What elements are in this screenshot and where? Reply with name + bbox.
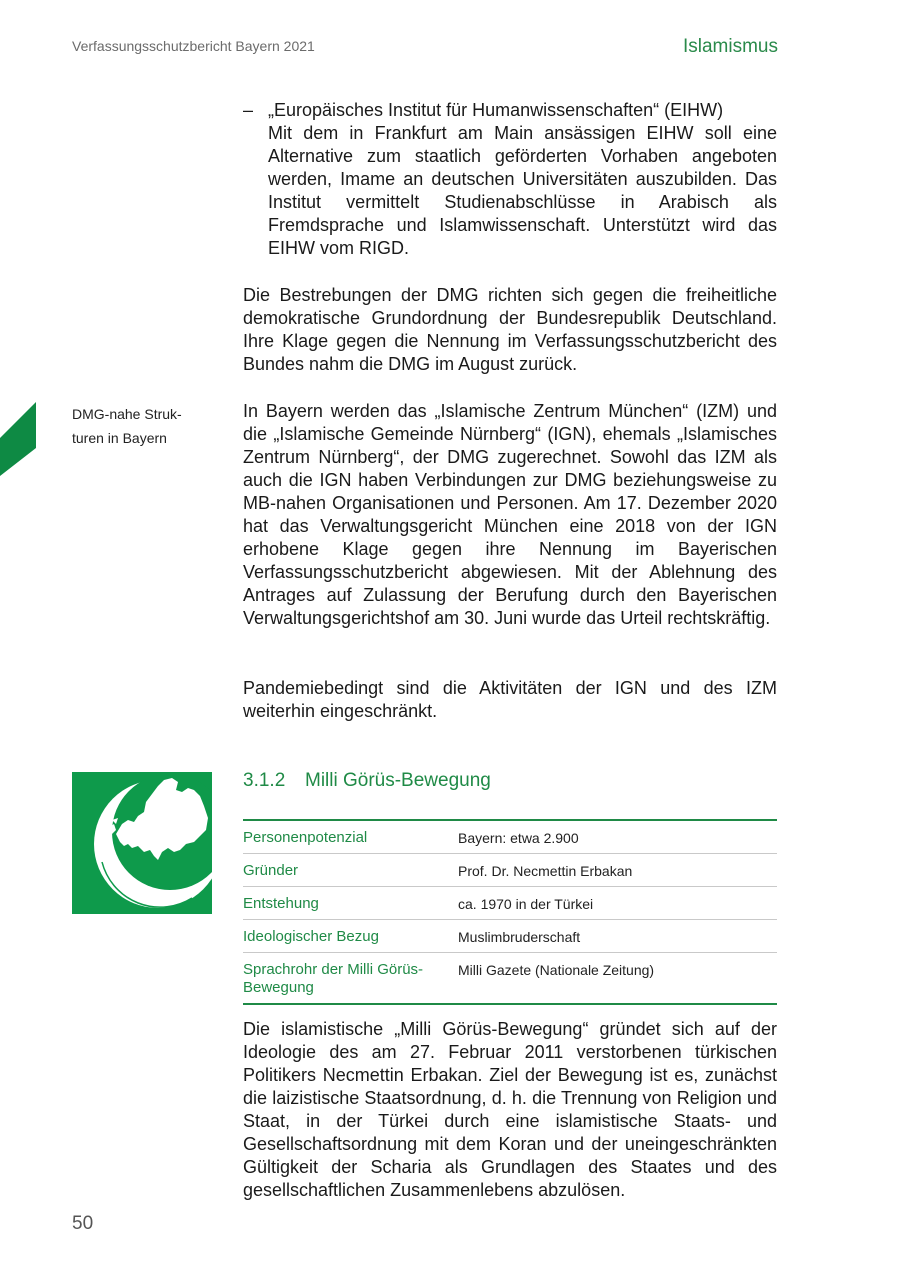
section-title: Milli Görüs-Bewegung <box>305 770 491 791</box>
paragraph-1-container <box>243 284 777 376</box>
paragraph-bayern-strukturen: In Bayern werden das „Islamische Zentrum München“ (IZM) und die „Islamische Gemeinde Nürnberg“ (IGN), ehemals „Islamisches Zentrum Nürnberg“, der DMG zugerechnet. Sowohl das IZM als auch die IGN haben Verbindungen zur DMG beziehungsweise zu MB-nahen Organisationen und Personen. Am 17. Dezember 2020 hat das Verwaltungsgericht München eine 2018 von der IGN erhobene Klage gegen ihre Nennung im Bayerischen Verfassungsschutzbericht abgewiesen. Mit der Ablehnung des Antrages auf Zulassung der Berufung durch den Bayerischen Verwaltungsgerichtshof am 30. Juni wurde das Urteil rechtskräftig. <box>243 401 777 628</box>
margin-note-line-2: turen in Bayern <box>72 430 167 446</box>
fact-value: Milli Gazete (Nationale Zeitung) <box>458 962 655 978</box>
paragraph-pandemie: Pandemiebedingt sind die Aktivitäten der IGN und des IZM weiterhin eingeschränkt. <box>243 678 777 721</box>
table-row <box>243 854 777 887</box>
margin-note-line-1: DMG-nahe Struk- <box>72 406 182 422</box>
bullet-title: „Europäisches Institut für Humanwissenschaften“ (EIHW) <box>268 100 724 120</box>
fact-label: Sprachrohr der Milli Görüs-Bewegung <box>243 961 424 996</box>
paragraph-4-container <box>243 1018 777 1202</box>
paragraph-milli-goerues: Die islamistische „Milli Görüs-Bewegung“ gründet sich auf der Ideologie des am 27. Februar 2011 verstorbenen türkischen Politikers Necmettin Erbakan. Ziel der Bewegung ist es, zunächst die laizistische Staatsordnung, d. h. die Trennung von Religion und Staat, in der Türkei durch eine islamistische Staats- und Gesellschaftsordnung mit dem Koran und der uneingeschränkten Gültigkeit der Scharia als Grundlagen des Staates und des gesellschaftlichen Zusammenlebens abzulösen. <box>243 1019 777 1200</box>
fact-value: Prof. Dr. Necmettin Erbakan <box>458 863 633 879</box>
bullet-body <box>268 99 777 260</box>
fact-value: Muslimbruderschaft <box>458 929 581 945</box>
table-row <box>243 887 777 920</box>
section-number: 3.1.2 <box>243 770 286 791</box>
paragraph-2-container <box>243 400 777 630</box>
fact-table <box>243 819 777 1005</box>
page-number: 50 <box>72 1213 94 1234</box>
table-row <box>243 821 777 854</box>
fact-value: ca. 1970 in der Türkei <box>458 896 594 912</box>
table-row <box>243 920 777 953</box>
fact-label: Ideologischer Bezug <box>243 928 379 945</box>
running-header-chapter: Islamismus <box>682 36 778 57</box>
margin-note <box>72 402 212 450</box>
fact-label: Gründer <box>243 862 299 879</box>
fact-value: Bayern: etwa 2.900 <box>458 830 579 846</box>
table-row <box>243 953 777 1003</box>
crescent-europe-logo-icon <box>72 772 212 914</box>
paragraph-3-container <box>243 677 777 723</box>
bullet-text: Mit dem in Frankfurt am Main ansässigen EIHW soll eine Alternative zum staatlich geförderten Vorhaben angeboten werden, Imame an deutschen Universitäten auszubilden. Das Institut vermittelt Studienabschlüsse in Arabisch als Fremdsprache und Islamwissenschaft. Unterstützt wird das EIHW vom RIGD. <box>268 123 777 258</box>
fact-label: Entstehung <box>243 895 319 912</box>
running-header-publication: Verfassungsschutzbericht Bayern 2021 <box>72 38 315 54</box>
bullet-dash: – <box>243 100 254 120</box>
bullet-item-eihw <box>243 99 777 260</box>
fact-label: Personenpotenzial <box>243 829 368 846</box>
paragraph-dmg-bestrebungen: Die Bestrebungen der DMG richten sich gegen die freiheitliche demokratische Grundordnung der Bundesrepublik Deutschland. Ihre Klage gegen die Nennung im Verfassungsschutzbericht des Bundes nahm die DMG im August zurück. <box>243 285 777 374</box>
section-heading <box>243 770 491 792</box>
section-marker-tab <box>0 402 36 476</box>
